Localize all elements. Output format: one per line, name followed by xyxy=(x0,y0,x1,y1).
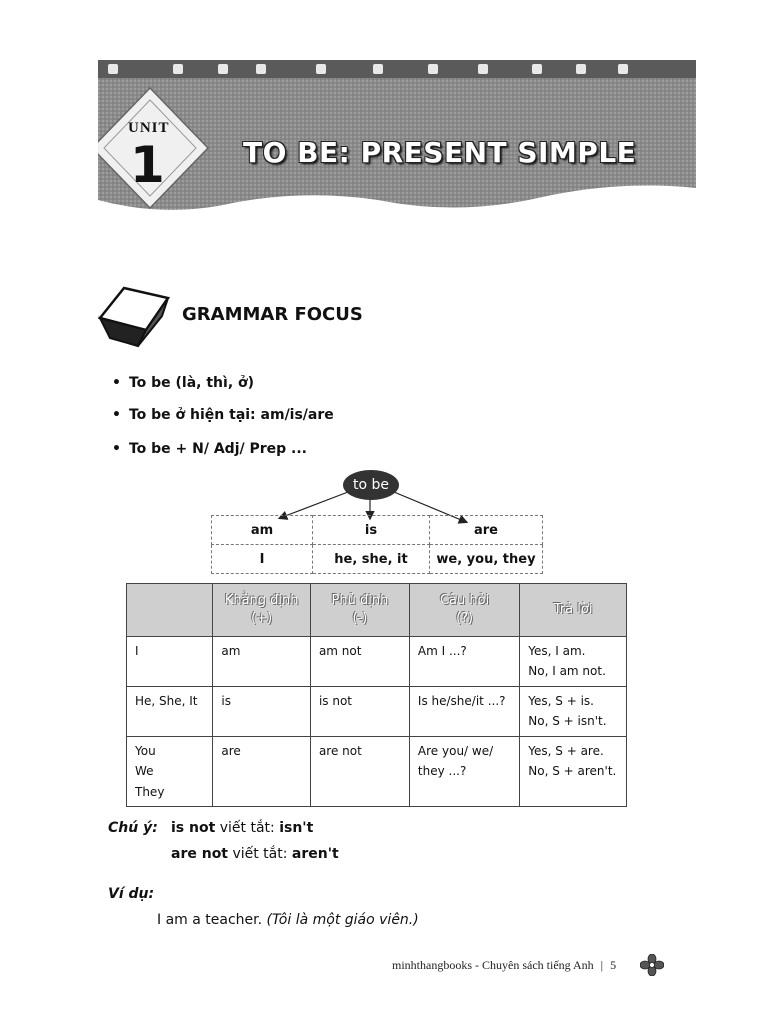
note-term: are not xyxy=(171,846,228,862)
table-cell: is not xyxy=(310,687,409,737)
header-cell xyxy=(127,584,213,637)
table-cell: are xyxy=(213,736,311,806)
table-cell: He, She, It xyxy=(127,687,213,737)
note-text: viết tắt: xyxy=(215,820,280,836)
flower-ornament-icon xyxy=(640,954,664,976)
example-sentence xyxy=(157,912,419,928)
bullet-item: • To be (là, thì, ở) xyxy=(112,375,254,391)
form-is: is xyxy=(313,516,430,545)
note-line-1 xyxy=(171,820,313,836)
form-am: am xyxy=(212,516,313,545)
subject-he-she-it: he, she, it xyxy=(313,545,430,574)
conjugation-table xyxy=(126,583,627,807)
header-cell: Phủ định (-) xyxy=(310,584,409,637)
page-footer xyxy=(392,958,616,973)
table-cell: am xyxy=(213,637,311,687)
table-row xyxy=(127,687,627,737)
unit-title: TO BE: PRESENT SIMPLE xyxy=(243,136,637,169)
forms-table xyxy=(211,515,543,574)
table-cell: Yes, S + are. No, S + aren't. xyxy=(520,736,627,806)
table-cell: is xyxy=(213,687,311,737)
example-label: Ví dụ: xyxy=(108,886,155,902)
bullet-item: • To be ở hiện tại: am/is/are xyxy=(112,407,334,423)
bullet-item: • To be + N/ Adj/ Prep ... xyxy=(112,441,307,457)
table-cell: Are you/ we/ they ...? xyxy=(409,736,519,806)
banner-background xyxy=(98,60,696,210)
header-cell: Khẳng định (+) xyxy=(213,584,311,637)
table-cell: Yes, S + is. No, S + isn't. xyxy=(520,687,627,737)
note-term: is not xyxy=(171,820,216,836)
unit-label: UNIT xyxy=(128,120,170,136)
note-line-2 xyxy=(171,846,339,862)
table-cell: are not xyxy=(310,736,409,806)
example-translation: (Tôi là một giáo viên.) xyxy=(266,912,419,928)
to-be-bubble: to be xyxy=(343,470,399,500)
subject-we-you-they: we, you, they xyxy=(429,545,542,574)
subject-i: I xyxy=(212,545,313,574)
footer-separator: | xyxy=(600,958,604,972)
footer-text: minhthangbooks - Chuyên sách tiếng Anh xyxy=(392,958,594,972)
table-cell: I xyxy=(127,637,213,687)
note-text: viết tắt: xyxy=(228,846,292,862)
header-cell: Trả lời xyxy=(520,584,627,637)
unit-number: 1 xyxy=(130,136,165,194)
table-header-row xyxy=(127,584,627,637)
note-short: isn't xyxy=(279,820,314,836)
note-label: Chú ý: xyxy=(108,820,158,836)
cube-icon xyxy=(96,284,172,350)
form-are: are xyxy=(429,516,542,545)
unit-banner xyxy=(98,60,696,210)
subjects-row xyxy=(212,545,543,574)
table-cell: Am I ...? xyxy=(409,637,519,687)
forms-row xyxy=(212,516,543,545)
note-short: aren't xyxy=(291,846,339,862)
table-cell: You We They xyxy=(127,736,213,806)
section-title: GRAMMAR FOCUS xyxy=(182,304,363,325)
page-number: 5 xyxy=(610,958,617,972)
header-cell: Câu hỏi (?) xyxy=(409,584,519,637)
table-cell: am not xyxy=(310,637,409,687)
table-row xyxy=(127,736,627,806)
table-row xyxy=(127,637,627,687)
table-cell: Yes, I am. No, I am not. xyxy=(520,637,627,687)
table-cell: Is he/she/it ...? xyxy=(409,687,519,737)
example-english: I am a teacher. xyxy=(157,912,267,928)
